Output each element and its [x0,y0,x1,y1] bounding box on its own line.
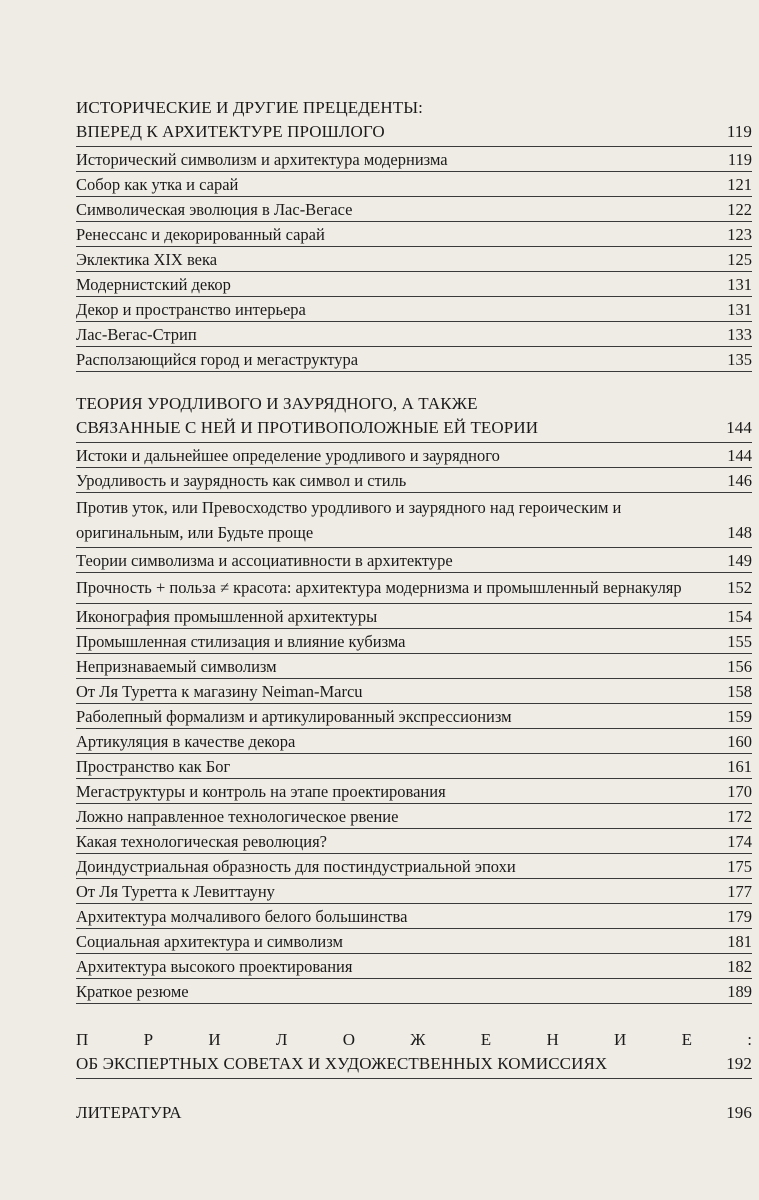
toc-entry [76,654,752,679]
toc-entry-page: 174 [727,831,752,851]
toc-entry [76,222,752,247]
toc-entry-page: 161 [727,756,752,776]
toc-entry-title: Прочность + польза ≠ красота: архитектура модернизма и промышленный вернакуляр [76,578,682,597]
appendix-letter: И [614,1029,627,1049]
toc-entry-title: Артикуляция в качестве декора [76,731,296,751]
appendix-letter: Р [143,1029,154,1049]
table-of-contents [76,96,752,1127]
toc-entry [76,954,752,979]
toc-entry-page: 149 [727,551,752,570]
toc-entry [76,604,752,629]
toc-entry-title: Иконография промышленной архитектуры [76,606,378,626]
toc-entry [76,172,752,197]
section-heading-line1: ТЕОРИЯ УРОДЛИВОГО И ЗАУРЯДНОГО, А ТАКЖЕ [76,394,478,413]
literature-title: ЛИТЕРАТУРА [76,1102,182,1122]
section-heading-page: 144 [726,418,752,437]
literature-page: 196 [726,1102,752,1122]
toc-entry [76,929,752,954]
toc-entry-title: Пространство как Бог [76,756,231,776]
appendix-letter: П [76,1029,89,1049]
toc-entry-page: 158 [727,681,752,701]
toc-entry-page: 122 [727,200,752,219]
section-heading-page: 119 [726,122,752,141]
toc-entry [76,879,752,904]
toc-entry-title: Ложно направленное технологическое рвение [76,806,399,826]
toc-entry-page: 144 [727,446,752,465]
toc-entry [76,272,752,297]
toc-entry-page: 125 [727,250,752,269]
toc-entry [76,854,752,879]
toc-list [76,147,752,372]
toc-entry [76,779,752,804]
section-heading-row [76,416,752,443]
section-heading-line2: СВЯЗАННЫЕ С НЕЙ И ПРОТИВОПОЛОЖНЫЕ ЕЙ ТЕОРИИ [76,418,539,437]
toc-entry [76,548,752,573]
toc-entry [76,904,752,929]
toc-entry-title: Ренессанс и декорированный сарай [76,225,325,244]
toc-entry-title: Промышленная стилизация и влияние кубизма [76,631,406,651]
toc-entry-title: Декор и пространство интерьера [76,300,306,319]
toc-entry [76,573,752,604]
toc-entry-title: Истоки и дальнейшее определение уродливого и заурядного [76,446,500,465]
toc-entry-title: Раболепный формализм и артикулированный экспрессионизм [76,706,512,726]
toc-entry [76,443,752,468]
toc-entry-page: 159 [727,706,752,726]
toc-entry-title: Непризнаваемый символизм [76,656,277,676]
appendix-letter: О [342,1029,355,1049]
toc-entry [76,729,752,754]
toc-entry [76,704,752,729]
toc-entry-title: Лас-Вегас-Стрип [76,325,197,344]
toc-entry-page: 152 [727,578,752,597]
toc-entry-title: От Ля Туретта к магазину Neiman-Marcu [76,681,363,701]
toc-list [76,443,752,1004]
appendix-letter: Е [681,1029,692,1049]
appendix-letter: Н [546,1029,559,1049]
toc-entry-title: Модернистский декор [76,275,231,294]
toc-entry-page: 121 [727,175,752,194]
toc-entry-title: Краткое резюме [76,981,189,1001]
toc-entry-page: 146 [727,471,752,490]
toc-entry-title: Доиндустриальная образность для постиндустриальной эпохи [76,856,516,876]
toc-entry-title: Какая технологическая революция? [76,831,328,851]
toc-entry-title: Собор как утка и сарай [76,175,239,194]
toc-entry [76,197,752,222]
toc-entry-title: Символическая эволюция в Лас-Вегасе [76,200,353,219]
toc-appendix [76,1028,752,1079]
toc-entry [76,493,752,548]
toc-entry-title: Уродливость и заурядность как символ и стиль [76,471,407,490]
appendix-heading-row [76,1052,752,1079]
toc-entry [76,629,752,654]
literature-row [76,1101,752,1127]
toc-section-historical [76,96,752,372]
toc-entry-title: От Ля Туретта к Левиттауну [76,881,275,901]
toc-entry-title: Исторический символизм и архитектура модернизма [76,150,448,169]
toc-entry-title: Против уток, или Превосходство уродливого и заурядного над героическим и оригинальным, или Будьте проще [76,498,622,542]
toc-entry-page: 160 [727,731,752,751]
appendix-letter: И [208,1029,221,1049]
toc-entry-page: 131 [727,275,752,294]
toc-entry-title: Мегаструктуры и контроль на этапе проектирования [76,781,446,801]
section-heading-line2: ВПЕРЕД К АРХИТЕКТУРЕ ПРОШЛОГО [76,122,385,141]
appendix-heading-spaced [76,1028,752,1052]
toc-entry-page: 123 [727,225,752,244]
toc-entry-page: 189 [727,981,752,1001]
appendix-heading-line2: ОБ ЭКСПЕРТНЫХ СОВЕТАХ И ХУДОЖЕСТВЕННЫХ КОМИССИЯХ [76,1053,608,1073]
toc-entry-page: 154 [727,606,752,626]
toc-entry-page: 177 [727,881,752,901]
toc-entry-page: 131 [727,300,752,319]
toc-entry [76,322,752,347]
toc-entry-title: Архитектура молчаливого белого большинства [76,906,408,926]
toc-entry-title: Архитектура высокого проектирования [76,956,353,976]
toc-entry [76,147,752,172]
toc-entry [76,829,752,854]
toc-entry-page: 156 [727,656,752,676]
toc-entry [76,804,752,829]
section-heading [76,96,752,120]
section-heading-row [76,120,752,147]
toc-entry-page: 182 [727,956,752,976]
toc-entry-page: 172 [727,806,752,826]
toc-entry-page: 170 [727,781,752,801]
appendix-letter: Е [480,1029,492,1049]
toc-entry-page: 135 [727,350,752,369]
appendix-page: 192 [726,1053,752,1073]
toc-section-theory [76,392,752,1004]
toc-entry-page: 175 [727,856,752,876]
toc-entry [76,979,752,1004]
toc-entry [76,297,752,322]
toc-literature [76,1101,752,1127]
toc-entry-page: 119 [727,150,752,169]
appendix-letter: : [747,1029,752,1049]
section-heading [76,392,752,416]
toc-entry-title: Социальная архитектура и символизм [76,931,343,951]
toc-entry [76,679,752,704]
toc-entry-title: Теории символизма и ассоциативности в архитектуре [76,551,453,570]
appendix-letter: Ж [410,1029,426,1049]
toc-entry-page: 148 [727,522,752,542]
toc-entry [76,347,752,372]
toc-entry-page: 179 [727,906,752,926]
toc-entry-title: Эклектика XIX века [76,250,218,269]
section-heading-line1: ИСТОРИЧЕСКИЕ И ДРУГИЕ ПРЕЦЕДЕНТЫ: [76,98,424,117]
toc-entry-page: 181 [727,931,752,951]
toc-entry [76,468,752,493]
toc-entry-title: Расползающийся город и мегаструктура [76,350,359,369]
toc-entry [76,754,752,779]
toc-entry-page: 133 [727,325,752,344]
toc-entry-page: 155 [727,631,752,651]
toc-entry [76,247,752,272]
appendix-letter: Л [275,1029,288,1049]
